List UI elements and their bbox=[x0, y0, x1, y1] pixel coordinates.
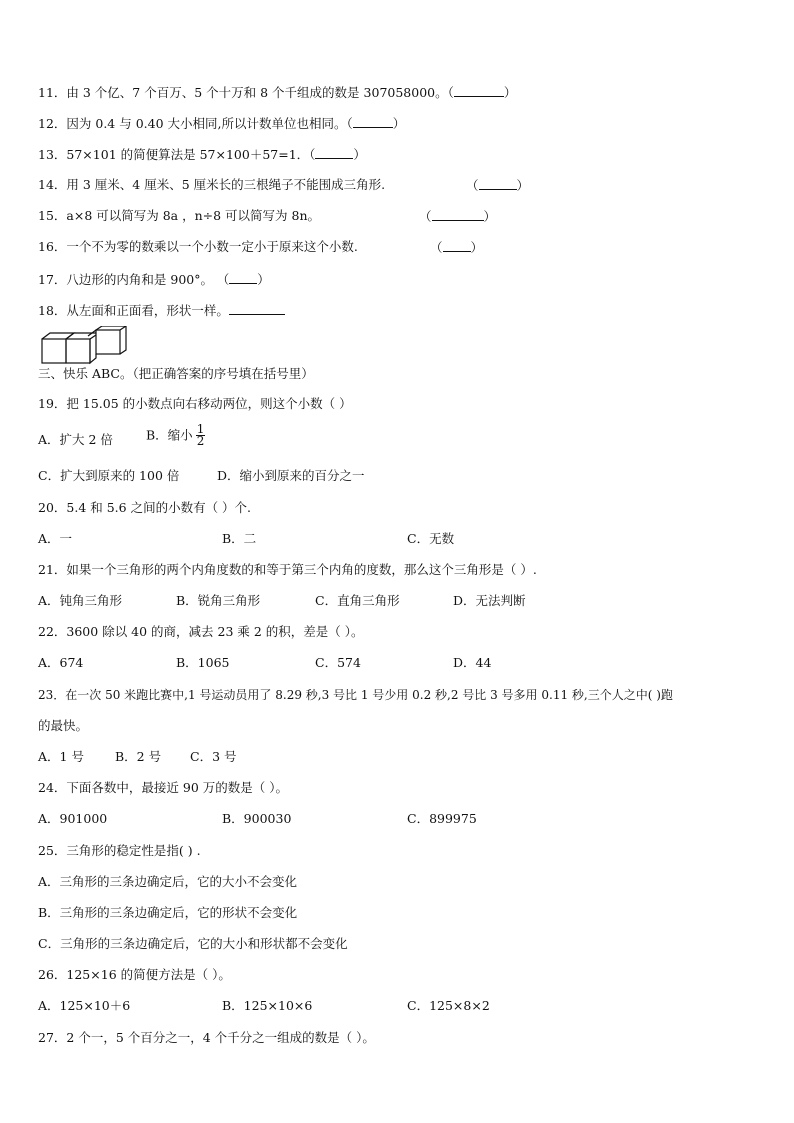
answer-paren: （ ） bbox=[430, 240, 484, 255]
option-21-a[interactable]: A．钝角三角形 bbox=[38, 593, 123, 608]
question-23: 23．在一次 50 米跑比赛中,1 号运动员用了 8.29 秒,3 号比 1 号少用 0.2 秒,2 号比 3 号多用 0.11 秒,三个人之中( )跑 bbox=[38, 688, 673, 702]
question-21: 21．如果一个三角形的两个内角度数的和等于第三个内角的度数，那么这个三角形是（ ）. bbox=[38, 562, 537, 577]
option-19-a[interactable]: A．扩大 2 倍 bbox=[38, 432, 113, 447]
option-25-a[interactable]: A．三角形的三条边确定后，它的大小不会变化 bbox=[38, 874, 298, 889]
question-27: 27．2 个一，5 个百分之一，4 个千分之一组成的数是（ ）。 bbox=[38, 1030, 375, 1045]
answer-blank[interactable] bbox=[443, 239, 471, 252]
option-19-b[interactable]: B．缩小 $\frac{1}{2}$ bbox=[146, 422, 205, 448]
option-23-c[interactable]: C．3 号 bbox=[190, 749, 237, 764]
question-16: 16．一个不为零的数乘以一个小数一定小于原来这个小数. （ ） bbox=[38, 239, 484, 255]
option-19-c[interactable]: C．扩大到原来的 100 倍 bbox=[38, 468, 180, 483]
answer-paren: （ ） bbox=[466, 178, 530, 193]
question-11: 11．由 3 个亿、7 个百万、5 个十万和 8 个千组成的数是 307058000。（ ） bbox=[38, 85, 517, 100]
option-26-a[interactable]: A．125×10＋6 bbox=[38, 998, 131, 1013]
answer-blank[interactable] bbox=[315, 146, 353, 159]
section-3-heading: 三、快乐 ABC。（把正确答案的序号填在括号里） bbox=[38, 366, 314, 381]
question-12: 12．因为 0.4 与 0.40 大小相同,所以计数单位也相同。（ ） bbox=[38, 116, 406, 131]
option-20-a[interactable]: A．一 bbox=[38, 531, 73, 546]
option-23-b[interactable]: B．2 号 bbox=[115, 749, 162, 764]
option-19-d[interactable]: D．缩小到原来的百分之一 bbox=[217, 468, 365, 483]
answer-blank[interactable] bbox=[229, 302, 285, 315]
option-24-b[interactable]: B．900030 bbox=[222, 811, 292, 826]
question-19: 19．把 15.05 的小数点向右移动两位，则这个小数（ ） bbox=[38, 396, 352, 411]
option-25-c[interactable]: C．三角形的三条边确定后，它的大小和形状都不会变化 bbox=[38, 936, 348, 951]
question-15: 15．a×8 可以简写为 8a ，n÷8 可以简写为 8n。 （ ） bbox=[38, 208, 497, 224]
question-22: 22．3600 除以 40 的商，减去 23 乘 2 的积，差是（ ）。 bbox=[38, 624, 364, 639]
option-26-b[interactable]: B．125×10×6 bbox=[222, 998, 313, 1013]
question-24: 24．下面各数中，最接近 90 万的数是（ ）。 bbox=[38, 780, 288, 795]
option-24-a[interactable]: A．901000 bbox=[38, 811, 108, 826]
question-23-cont: 的最快。 bbox=[38, 718, 89, 733]
option-22-d[interactable]: D．44 bbox=[453, 655, 492, 670]
answer-blank[interactable] bbox=[479, 177, 517, 190]
question-13: 13．57×101 的简便算法是 57×100＋57=1．（ ） bbox=[38, 147, 366, 162]
answer-paren: （ ） bbox=[419, 209, 497, 224]
option-22-a[interactable]: A．674 bbox=[38, 655, 84, 670]
answer-blank[interactable] bbox=[432, 208, 484, 221]
option-22-c[interactable]: C．574 bbox=[315, 655, 361, 670]
answer-blank[interactable] bbox=[229, 271, 257, 284]
option-26-c[interactable]: C．125×8×2 bbox=[407, 998, 490, 1013]
option-21-d[interactable]: D．无法判断 bbox=[453, 593, 526, 608]
cube-figure bbox=[40, 326, 130, 366]
option-22-b[interactable]: B．1065 bbox=[176, 655, 230, 670]
option-21-b[interactable]: B．锐角三角形 bbox=[176, 593, 261, 608]
option-20-b[interactable]: B．二 bbox=[222, 531, 257, 546]
answer-blank[interactable] bbox=[454, 84, 504, 97]
option-23-a[interactable]: A．1 号 bbox=[38, 749, 84, 764]
answer-blank[interactable] bbox=[353, 115, 393, 128]
question-20: 20．5.4 和 5.6 之间的小数有（ ）个. bbox=[38, 500, 252, 515]
option-21-c[interactable]: C．直角三角形 bbox=[315, 593, 400, 608]
option-24-c[interactable]: C．899975 bbox=[407, 811, 477, 826]
question-14: 14．用 3 厘米、4 厘米、5 厘米长的三根绳子不能围成三角形. （ ） bbox=[38, 177, 530, 193]
option-20-c[interactable]: C．无数 bbox=[407, 531, 455, 546]
question-26: 26．125×16 的简便方法是（ ）。 bbox=[38, 967, 231, 982]
question-17: 17．八边形的内角和是 900°。 （ ） bbox=[38, 272, 270, 287]
answer-paren: （ ） bbox=[223, 272, 270, 287]
question-25: 25．三角形的稳定性是指( ) . bbox=[38, 843, 201, 858]
question-18: 18．从左面和正面看，形状一样。 bbox=[38, 302, 285, 319]
option-25-b[interactable]: B．三角形的三条边确定后，它的形状不会变化 bbox=[38, 905, 298, 920]
fraction-one-half: $\frac{1}{2}$ bbox=[196, 422, 205, 448]
